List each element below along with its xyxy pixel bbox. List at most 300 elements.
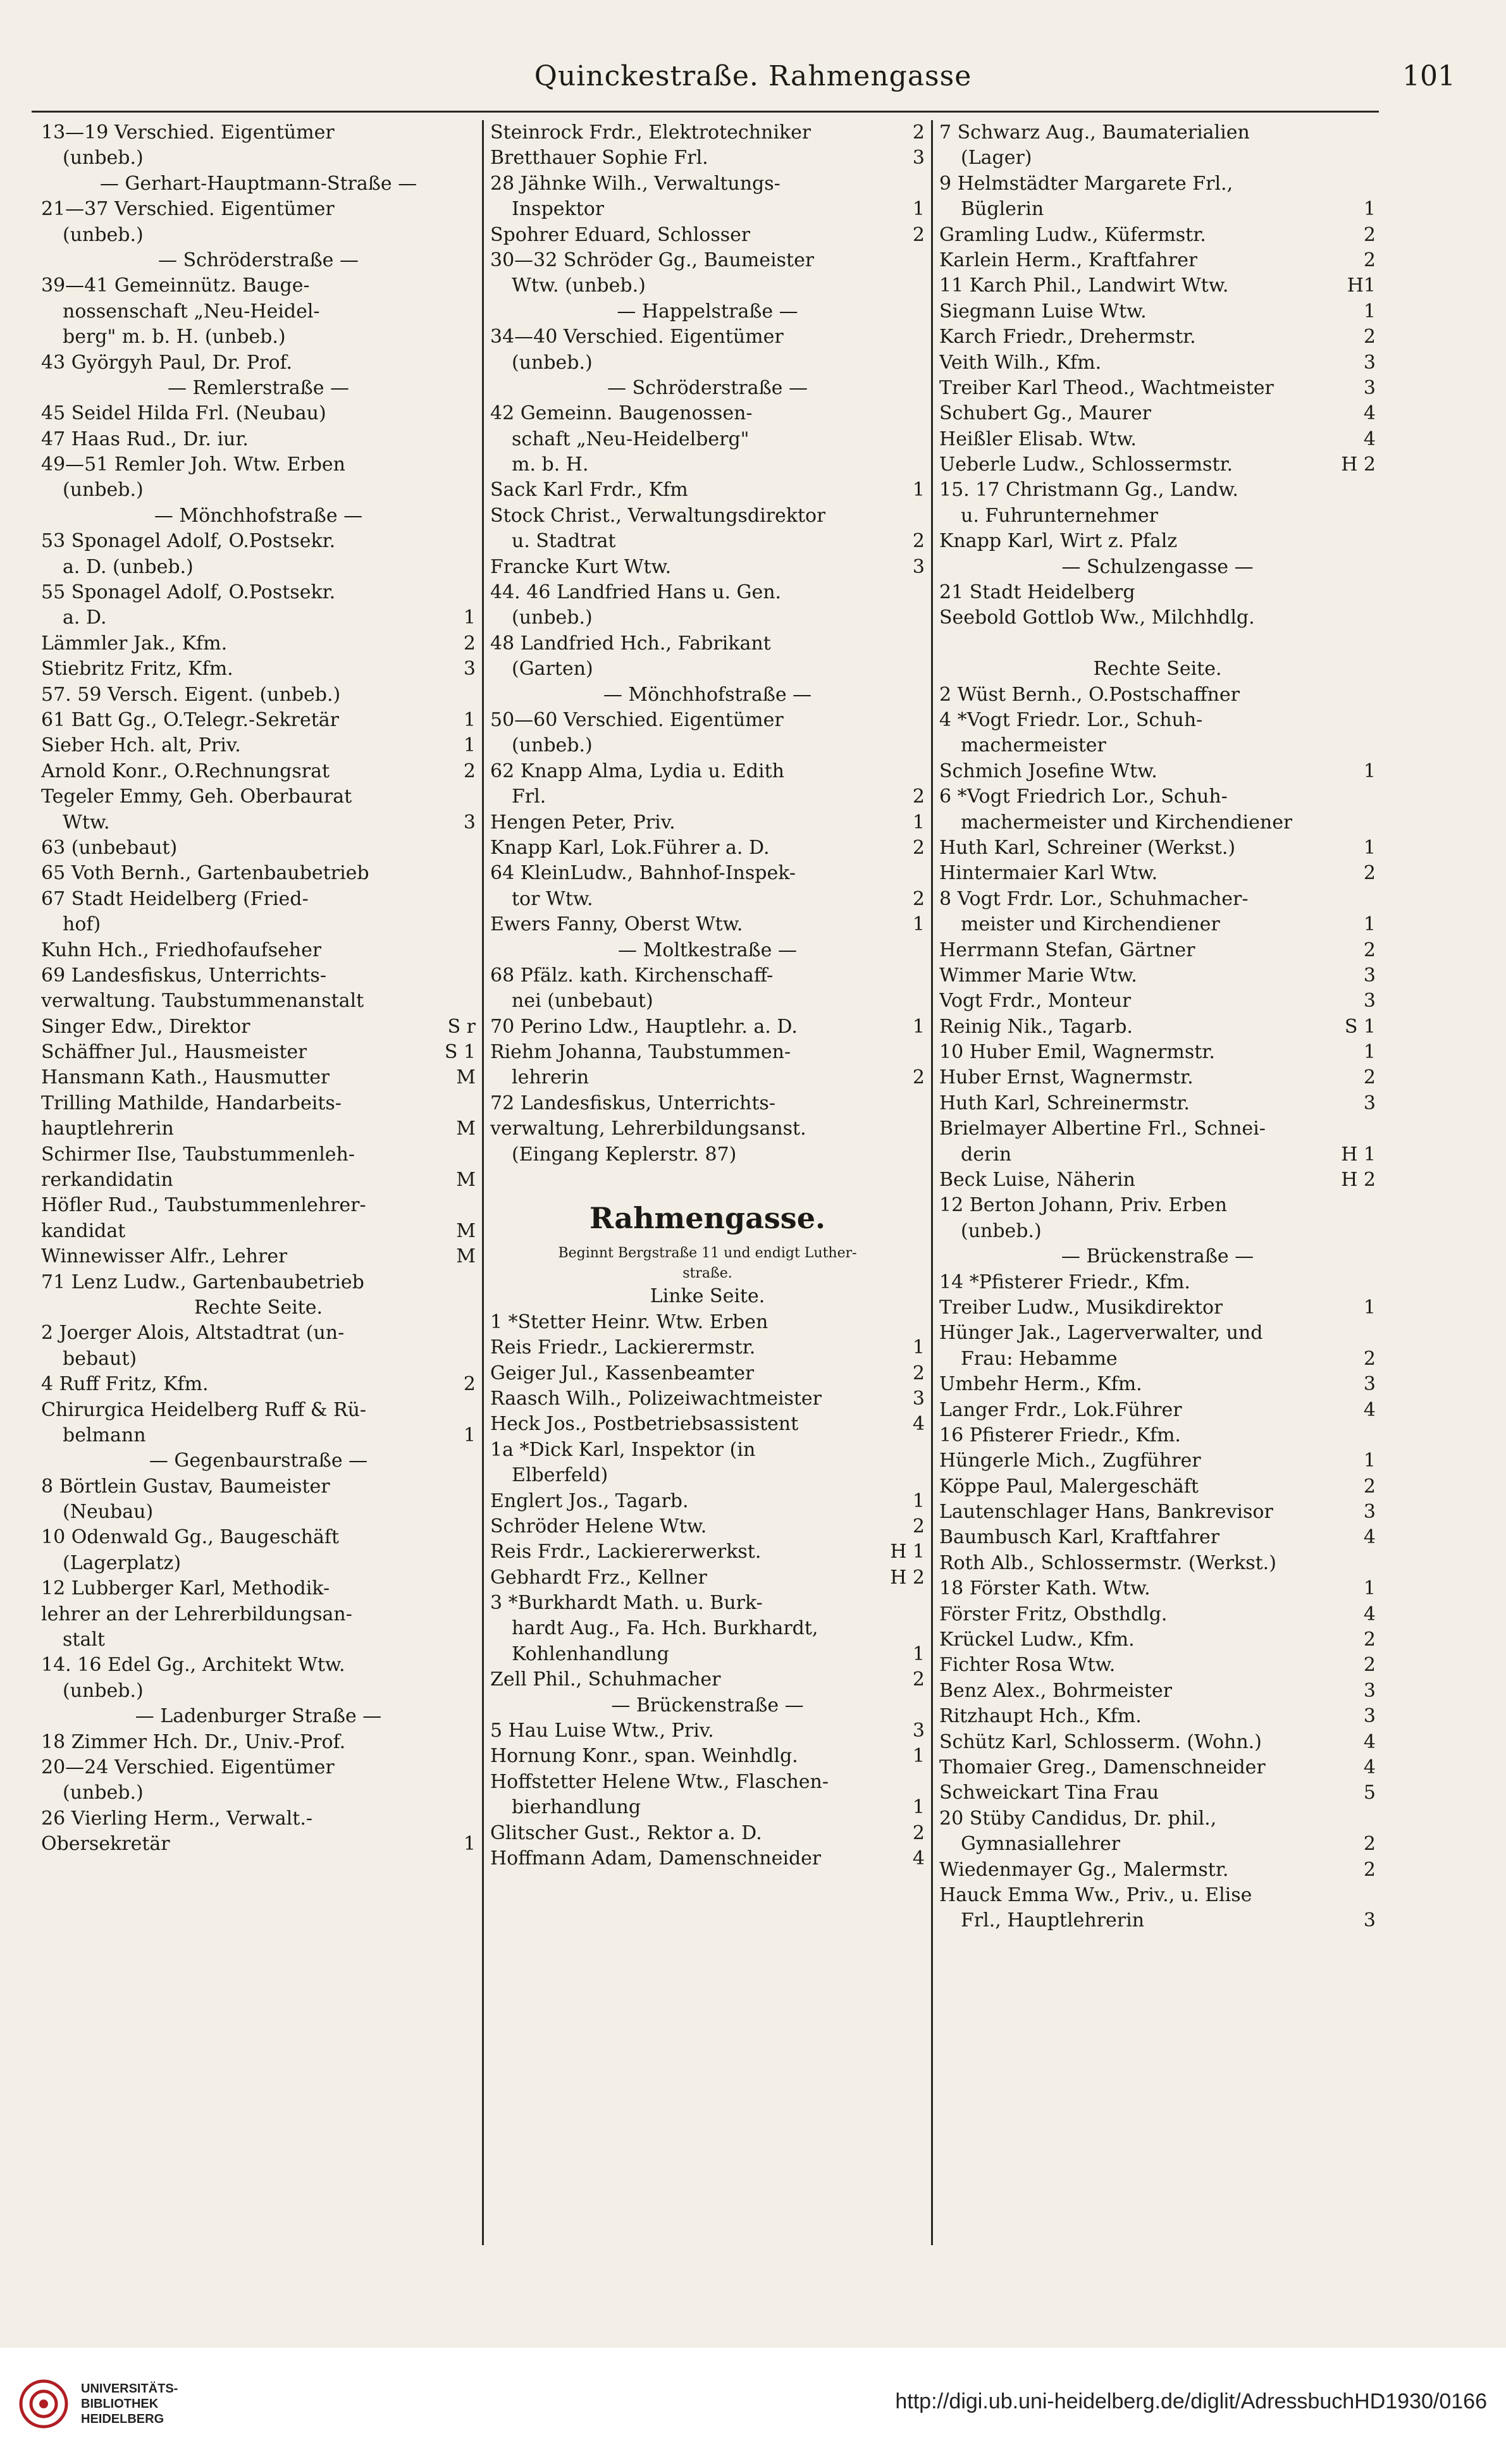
entry-text: Fichter Rosa Wtw. xyxy=(939,1654,1116,1677)
entry-floor: 3 xyxy=(463,658,476,681)
directory-entry-line xyxy=(490,1565,925,1591)
entry-text: Englert Jos., Tagarb. xyxy=(490,1489,689,1512)
entry-text: (Lager) xyxy=(961,147,1032,169)
entry-floor: 3 xyxy=(463,811,476,834)
entry-text: Schweickart Tina Frau xyxy=(939,1782,1159,1804)
directory-entry-line xyxy=(41,1627,476,1653)
directory-entry-line xyxy=(41,1780,476,1806)
entry-floor: 2 xyxy=(463,760,476,782)
directory-entry-line xyxy=(939,555,1376,580)
directory-entry-line xyxy=(490,631,925,656)
directory-entry-line xyxy=(490,477,925,503)
column-left xyxy=(35,120,484,2245)
directory-entry-line xyxy=(41,733,476,758)
directory-entry-line xyxy=(490,1142,925,1167)
directory-entry-line xyxy=(490,1489,925,1514)
directory-entry-line xyxy=(490,1065,925,1090)
page-title: Quinckestraße. Rahmengasse xyxy=(534,60,972,92)
entry-text: 71 Lenz Ludw., Gartenbaubetrieb xyxy=(41,1271,364,1293)
entry-text: hardt Aug., Fa. Hch. Burkhardt, xyxy=(512,1617,818,1640)
entry-text: bebaut) xyxy=(63,1347,137,1370)
entry-text: Inspektor xyxy=(512,198,605,221)
directory-entry-line xyxy=(939,299,1376,324)
directory-entry-line xyxy=(41,963,476,989)
entry-text: Veith Wilh., Kfm. xyxy=(939,351,1102,374)
directory-entry-line xyxy=(41,1014,476,1040)
entry-text: (unbeb.) xyxy=(63,479,144,502)
entry-text: Stiebritz Fritz, Kfm. xyxy=(41,658,233,681)
directory-entry-line xyxy=(939,1704,1376,1729)
entry-floor: 4 xyxy=(1363,1603,1376,1625)
entry-floor: 1 xyxy=(912,811,925,834)
directory-entry-line xyxy=(939,324,1376,350)
entry-text: (unbeb.) xyxy=(961,1219,1042,1242)
directory-entry-line xyxy=(490,1264,925,1284)
entry-floor: 1 xyxy=(1363,300,1376,323)
directory-entry-line xyxy=(41,605,476,631)
directory-entry-line xyxy=(490,1091,925,1116)
entry-text: 26 Vierling Herm., Verwalt.- xyxy=(41,1807,312,1830)
entry-text: 48 Landfried Hch., Fabrikant xyxy=(490,632,771,655)
directory-entry-line xyxy=(939,529,1376,554)
directory-entry-line xyxy=(41,1551,476,1576)
entry-text: machermeister xyxy=(961,734,1106,757)
column-middle xyxy=(484,120,933,2245)
directory-entry-line xyxy=(41,1423,476,1448)
directory-entry-line xyxy=(939,759,1376,784)
entry-text: — Gerhart-Hauptmann-Straße — xyxy=(99,172,417,195)
directory-entry-line xyxy=(939,1014,1376,1040)
directory-entry-line xyxy=(41,1755,476,1780)
entry-floor: 1 xyxy=(463,708,476,731)
directory-entry-line xyxy=(41,1806,476,1832)
directory-entry-line xyxy=(41,1142,476,1167)
directory-entry-line xyxy=(939,1653,1376,1678)
entry-text: (unbeb.) xyxy=(63,147,144,169)
directory-entry-line xyxy=(490,784,925,810)
entry-floor: 2 xyxy=(1363,1629,1376,1651)
directory-entry-line xyxy=(939,427,1376,452)
directory-entry-line xyxy=(939,656,1376,682)
entry-floor: 1 xyxy=(912,913,925,936)
directory-entry-line xyxy=(939,248,1376,273)
source-url-link[interactable]: http://digi.ub.uni-heidelberg.de/diglit/AdressbuchHD1930/0166 xyxy=(895,2389,1487,2413)
entry-text: Baumbusch Karl, Kraftfahrer xyxy=(939,1526,1220,1549)
entry-text: 55 Sponagel Adolf, O.Postsekr. xyxy=(41,581,336,604)
entry-floor: 2 xyxy=(1363,223,1376,246)
directory-entry-line xyxy=(939,1448,1376,1474)
directory-entry-line xyxy=(490,1167,925,1193)
directory-entry-line xyxy=(41,1448,476,1474)
directory-entry-line xyxy=(41,810,476,835)
directory-entry-line xyxy=(939,1065,1376,1090)
column-right xyxy=(933,120,1382,2245)
entry-text: 11 Karch Phil., Landwirt Wtw. xyxy=(939,274,1229,297)
entry-text: 18 Förster Kath. Wtw. xyxy=(939,1577,1151,1600)
entry-text: 20 Stüby Candidus, Dr. phil., xyxy=(939,1807,1217,1830)
directory-entry-line xyxy=(939,503,1376,529)
entry-text: Zell Phil., Schuhmacher xyxy=(490,1668,721,1691)
directory-entry-line xyxy=(41,452,476,477)
directory-entry-line xyxy=(41,248,476,273)
directory-entry-line xyxy=(939,912,1376,937)
entry-text: — Remlerstraße — xyxy=(167,376,350,399)
directory-entry-line xyxy=(41,273,476,299)
entry-text: Treiber Ludw., Musikdirektor xyxy=(939,1296,1223,1319)
entry-floor: 2 xyxy=(1363,1858,1376,1881)
directory-entry-line xyxy=(490,1193,925,1243)
entry-floor: 2 xyxy=(912,121,925,144)
directory-entry-line xyxy=(939,1116,1376,1142)
directory-entry-line xyxy=(41,759,476,784)
entry-text: (unbeb.) xyxy=(512,734,593,757)
entry-floor: 1 xyxy=(1363,1577,1376,1600)
directory-entry-line xyxy=(939,1679,1376,1704)
directory-entry-line xyxy=(41,120,476,145)
entry-text: Huber Ernst, Wagnermstr. xyxy=(939,1066,1194,1089)
directory-entry-line xyxy=(939,350,1376,376)
entry-text: a. D. (unbeb.) xyxy=(63,555,194,578)
directory-entry-line xyxy=(41,835,476,861)
directory-entry-line xyxy=(490,1335,925,1360)
entry-text: Heck Jos., Postbetriebsassistent xyxy=(490,1413,799,1436)
directory-entry-line xyxy=(939,1883,1376,1908)
entry-text: nossenschaft „Neu-Heidel- xyxy=(63,300,320,323)
entry-floor: 1 xyxy=(463,1833,476,1856)
entry-floor: 2 xyxy=(1363,1347,1376,1370)
directory-entry-line xyxy=(939,1091,1376,1116)
directory-entry-line xyxy=(939,1755,1376,1780)
entry-floor: H 2 xyxy=(1341,1169,1376,1192)
entry-text: meister und Kirchendiener xyxy=(961,913,1220,936)
directory-entry-line xyxy=(490,1438,925,1463)
directory-entry-line xyxy=(41,1346,476,1372)
entry-text: 65 Voth Bernh., Gartenbaubetrieb xyxy=(41,862,369,885)
entry-text: u. Fuhrunternehmer xyxy=(961,504,1158,527)
entry-text: Höfler Rud., Taubstummenlehrer- xyxy=(41,1194,366,1217)
entry-text: verwaltung. Taubstummenanstalt xyxy=(41,990,364,1013)
directory-entry-line xyxy=(41,1832,476,1857)
entry-floor: 3 xyxy=(1363,376,1376,399)
entry-floor: 1 xyxy=(1363,198,1376,221)
entry-text: u. Stadtrat xyxy=(512,530,616,553)
entry-text: Wtw. (unbeb.) xyxy=(512,274,646,297)
entry-text: 15. 17 Christmann Gg., Landw. xyxy=(939,479,1238,502)
entry-text: Gymnasiallehrer xyxy=(961,1833,1121,1856)
entry-text: (unbeb.) xyxy=(63,223,144,246)
entry-text: — Moltkestraße — xyxy=(618,939,797,961)
entry-floor: 2 xyxy=(463,1373,476,1396)
entry-text: 10 Huber Emil, Wagnermstr. xyxy=(939,1041,1215,1064)
directory-entry-line xyxy=(939,1551,1376,1576)
entry-text: 34—40 Verschied. Eigentümer xyxy=(490,326,784,348)
directory-entry-line xyxy=(41,1704,476,1729)
entry-text: 21—37 Verschied. Eigentümer xyxy=(41,198,335,221)
entry-text: 28 Jähnke Wilh., Verwaltungs- xyxy=(490,172,781,195)
entry-text: 1 *Stetter Heinr. Wtw. Erben xyxy=(490,1310,768,1333)
entry-text: Winnewisser Alfr., Lehrer xyxy=(41,1245,288,1268)
directory-entry-line xyxy=(490,605,925,631)
directory-entry-line xyxy=(939,605,1376,631)
entry-text: — Brückenstraße — xyxy=(1061,1245,1254,1268)
entry-text: Siegmann Luise Wtw. xyxy=(939,300,1147,323)
directory-entry-line xyxy=(41,1500,476,1525)
entry-text: Knapp Karl, Wirt z. Pfalz xyxy=(939,530,1178,553)
entry-text: 4 *Vogt Friedr. Lor., Schuh- xyxy=(939,708,1203,731)
directory-entry-line xyxy=(490,401,925,426)
directory-entry-line xyxy=(490,1846,925,1871)
entry-text: hof) xyxy=(63,913,101,936)
library-logo[interactable] xyxy=(19,2379,178,2429)
entry-floor: H1 xyxy=(1347,274,1376,297)
entry-text: Reinig Nik., Tagarb. xyxy=(939,1015,1133,1038)
entry-text: — Mönchhofstraße — xyxy=(603,683,812,706)
directory-entry-line xyxy=(490,299,925,324)
directory-entry-line xyxy=(41,1193,476,1218)
entry-text: Singer Edw., Direktor xyxy=(41,1015,250,1038)
entry-floor: 2 xyxy=(912,785,925,808)
entry-text: Rechte Seite. xyxy=(1093,658,1222,681)
directory-entry-line xyxy=(490,708,925,733)
directory-entry-line xyxy=(490,1591,925,1616)
entry-text: bierhandlung xyxy=(512,1796,641,1819)
directory-entry-line xyxy=(939,733,1376,758)
directory-entry-line xyxy=(490,963,925,989)
directory-entry-line xyxy=(939,861,1376,886)
entry-text: 39—41 Gemeinnütz. Bauge- xyxy=(41,274,310,297)
entry-text: derin xyxy=(961,1143,1012,1166)
entry-text: Frl. xyxy=(512,785,546,808)
entry-floor: 2 xyxy=(1363,1833,1376,1856)
directory-entry-line xyxy=(41,708,476,733)
entry-text: Stock Christ., Verwaltungsdirektor xyxy=(490,504,826,527)
entry-text: Vogt Frdr., Monteur xyxy=(939,990,1132,1013)
entry-text: Frl., Hauptlehrerin xyxy=(961,1909,1145,1932)
directory-entry-line xyxy=(41,503,476,529)
directory-entry-line xyxy=(939,1500,1376,1525)
entry-floor: 1 xyxy=(1363,836,1376,859)
entry-floor: 1 xyxy=(912,1642,925,1665)
entry-text: Rechte Seite. xyxy=(194,1296,323,1319)
entry-text: Bretthauer Sophie Frl. xyxy=(490,147,708,169)
entry-text: 57. 59 Versch. Eigent. (unbeb.) xyxy=(41,683,341,706)
header-rule xyxy=(32,111,1379,113)
entry-text: 16 Pfisterer Friedr., Kfm. xyxy=(939,1424,1181,1446)
directory-entry-line xyxy=(939,1295,1376,1321)
entry-floor: 1 xyxy=(912,1336,925,1359)
entry-text: 50—60 Verschied. Eigentümer xyxy=(490,708,784,731)
entry-floor: 3 xyxy=(1363,1705,1376,1728)
entry-text: Beginnt Bergstraße 11 und endigt Luther- xyxy=(558,1245,857,1262)
directory-entry-line xyxy=(41,1065,476,1090)
entry-text: 67 Stadt Heidelberg (Fried- xyxy=(41,887,309,910)
entry-text: 13—19 Verschied. Eigentümer xyxy=(41,121,335,144)
entry-floor: H 1 xyxy=(890,1541,925,1563)
directory-entry-line xyxy=(41,1321,476,1346)
entry-text: Thomaier Greg., Damenschneider xyxy=(939,1756,1266,1778)
entry-text: 9 Helmstädter Margarete Frl., xyxy=(939,172,1233,195)
directory-entry-line xyxy=(939,708,1376,733)
entry-text: Förster Fritz, Obsthdlg. xyxy=(939,1603,1168,1625)
entry-text: 49—51 Remler Joh. Wtw. Erben xyxy=(41,453,345,476)
entry-text: belmann xyxy=(63,1424,146,1446)
entry-floor: 3 xyxy=(1363,1679,1376,1702)
directory-entry-line xyxy=(41,1525,476,1550)
entry-text: stalt xyxy=(63,1629,105,1651)
directory-entry-line xyxy=(490,1744,925,1769)
directory-entry-line xyxy=(490,835,925,861)
entry-text: 69 Landesfiskus, Unterrichts- xyxy=(41,964,326,987)
directory-entry-line xyxy=(939,477,1376,503)
entry-floor: 1 xyxy=(1363,760,1376,782)
directory-entry-line xyxy=(939,1040,1376,1065)
entry-text: 6 *Vogt Friedrich Lor., Schuh- xyxy=(939,785,1228,808)
directory-entry-line xyxy=(41,1244,476,1269)
entry-text: — Mönchhofstraße — xyxy=(154,504,363,527)
directory-entry-line xyxy=(490,1361,925,1386)
entry-text: 10 Odenwald Gg., Baugeschäft xyxy=(41,1526,340,1549)
entry-text: Glitscher Gust., Rektor a. D. xyxy=(490,1821,762,1844)
entry-text: straße. xyxy=(682,1266,732,1282)
directory-entry-line xyxy=(939,1423,1376,1448)
directory-entry-line xyxy=(490,1463,925,1488)
directory-entry-line xyxy=(490,555,925,580)
entry-floor: 3 xyxy=(1363,964,1376,987)
entry-text: — Schulzengasse — xyxy=(1061,555,1254,578)
directory-entry-line xyxy=(939,1780,1376,1806)
directory-entry-line xyxy=(41,631,476,656)
entry-text: Ueberle Ludw., Schlossermstr. xyxy=(939,453,1233,476)
directory-entry-line xyxy=(939,631,1376,656)
directory-entry-line xyxy=(490,989,925,1014)
entry-text: Benz Alex., Bohrmeister xyxy=(939,1679,1173,1702)
directory-entry-line xyxy=(41,401,476,426)
entry-text: 8 Börtlein Gustav, Baumeister xyxy=(41,1475,330,1498)
entry-text: (unbeb.) xyxy=(63,1679,144,1702)
directory-entry-line xyxy=(41,1040,476,1065)
directory-entry-line xyxy=(490,1539,925,1565)
entry-text: Umbehr Herm., Kfm. xyxy=(939,1373,1142,1396)
entry-text: Treiber Karl Theod., Wachtmeister xyxy=(939,376,1274,399)
directory-entry-line xyxy=(939,1730,1376,1755)
entry-text: 2 Joerger Alois, Altstadtrat (un- xyxy=(41,1322,345,1345)
entry-text: Hansmann Kath., Hausmutter xyxy=(41,1066,330,1089)
entry-text: Spohrer Eduard, Schlosser xyxy=(490,223,751,246)
entry-floor: 4 xyxy=(1363,1526,1376,1549)
entry-text: 12 Berton Johann, Priv. Erben xyxy=(939,1194,1227,1217)
directory-entry-line xyxy=(490,656,925,682)
directory-entry-line xyxy=(41,171,476,197)
directory-entry-line xyxy=(939,963,1376,989)
directory-entry-line xyxy=(939,887,1376,912)
entry-text: Heißler Elisab. Wtw. xyxy=(939,428,1137,450)
entry-text: verwaltung, Lehrerbildungsanst. xyxy=(490,1118,806,1140)
entry-text: Francke Kurt Wtw. xyxy=(490,555,672,578)
entry-text: Krückel Ludw., Kfm. xyxy=(939,1629,1135,1651)
entry-text: 8 Vogt Frdr. Lor., Schuhmacher- xyxy=(939,887,1249,910)
entry-text: Büglerin xyxy=(961,198,1044,221)
entry-text: 12 Lubberger Karl, Methodik- xyxy=(41,1577,330,1600)
entry-floor: 3 xyxy=(912,555,925,578)
directory-entry-line xyxy=(939,401,1376,426)
entry-floor: 3 xyxy=(1363,1373,1376,1396)
entry-text: Hoffstetter Helene Wtw., Flaschen- xyxy=(490,1770,829,1793)
entry-floor: 2 xyxy=(1363,1066,1376,1089)
entry-text: Langer Frdr., Lok.Führer xyxy=(939,1398,1182,1421)
entry-floor: 3 xyxy=(1363,351,1376,374)
entry-floor: 3 xyxy=(1363,1501,1376,1524)
directory-entry-line xyxy=(490,1310,925,1335)
entry-text: Steinrock Frdr., Elektrotechniker xyxy=(490,121,812,144)
entry-text: Schröder Helene Wtw. xyxy=(490,1515,707,1537)
entry-text: Knapp Karl, Lok.Führer a. D. xyxy=(490,836,770,859)
directory-entry-line xyxy=(490,427,925,452)
entry-text: 47 Haas Rud., Dr. iur. xyxy=(41,428,249,450)
directory-entry-line xyxy=(939,1142,1376,1167)
entry-text: Karch Friedr., Drehermstr. xyxy=(939,326,1196,348)
entry-text: Kuhn Hch., Friedhofaufseher xyxy=(41,939,322,961)
directory-entry-line xyxy=(939,1474,1376,1500)
entry-text: — Happelstraße — xyxy=(617,300,798,323)
entry-floor: 2 xyxy=(912,530,925,553)
entry-text: (unbeb.) xyxy=(512,607,593,629)
entry-text: hauptlehrerin xyxy=(41,1118,174,1140)
entry-text: 64 KleinLudw., Bahnhof-Inspek- xyxy=(490,862,796,885)
directory-entry-line xyxy=(41,1116,476,1142)
directory-entry-line xyxy=(490,1821,925,1846)
directory-entry-line xyxy=(939,1244,1376,1269)
entry-text: Tegeler Emmy, Geh. Oberbaurat xyxy=(41,785,352,808)
directory-entry-line xyxy=(939,1832,1376,1857)
entry-floor: 1 xyxy=(912,1489,925,1512)
entry-floor: 2 xyxy=(1363,1654,1376,1677)
entry-floor: 1 xyxy=(912,479,925,502)
entry-text: Köppe Paul, Malergeschäft xyxy=(939,1475,1199,1498)
entry-text: Geiger Jul., Kassenbeamter xyxy=(490,1362,755,1384)
directory-entry-line xyxy=(490,1243,925,1264)
entry-text: Kohlenhandlung xyxy=(512,1642,669,1665)
entry-floor: 1 xyxy=(1363,913,1376,936)
entry-text: 30—32 Schröder Gg., Baumeister xyxy=(490,249,815,271)
entry-text: Hauck Emma Ww., Priv., u. Elise xyxy=(939,1883,1252,1906)
directory-entry-line xyxy=(490,223,925,248)
entry-floor: 2 xyxy=(463,632,476,655)
directory-entry-line xyxy=(939,376,1376,401)
entry-floor: 1 xyxy=(463,1424,476,1446)
entry-text: Huth Karl, Schreinermstr. xyxy=(939,1092,1190,1114)
entry-floor: 2 xyxy=(912,223,925,246)
directory-entry-line xyxy=(490,273,925,299)
entry-text: — Schröderstraße — xyxy=(607,376,808,399)
directory-entry-line xyxy=(490,1718,925,1744)
entry-floor: H 1 xyxy=(1341,1143,1376,1166)
entry-text: Lautenschlager Hans, Bankrevisor xyxy=(939,1501,1273,1524)
directory-entry-line xyxy=(41,477,476,503)
entry-text: 3 *Burkhardt Math. u. Burk- xyxy=(490,1592,763,1615)
directory-entry-line xyxy=(41,1602,476,1627)
entry-floor: 2 xyxy=(1363,326,1376,348)
directory-entry-line xyxy=(939,273,1376,299)
entry-text: — Schröderstraße — xyxy=(158,249,359,271)
entry-floor: M xyxy=(456,1245,476,1268)
library-name-line-3: HEIDELBERG xyxy=(81,2412,164,2426)
directory-entry-line xyxy=(490,1770,925,1795)
entry-text: Schirmer Ilse, Taubstummenleh- xyxy=(41,1143,355,1166)
directory-entry-line xyxy=(490,1693,925,1718)
entry-floor: S r xyxy=(447,1015,476,1038)
entry-text: a. D. xyxy=(63,607,107,629)
directory-entry-line xyxy=(939,1270,1376,1295)
